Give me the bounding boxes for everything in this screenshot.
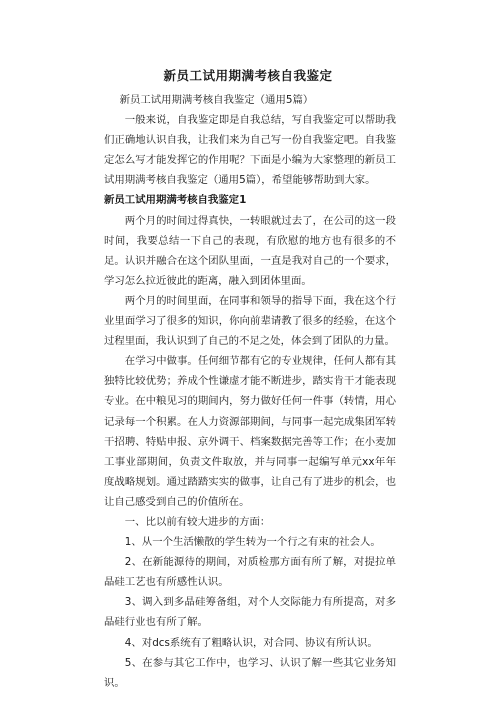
list-item: 5、在参与其它工作中，也学习、认识了解一些其它业务知识。 xyxy=(104,656,396,689)
list-heading: 一、比以前有较大进步的方面： xyxy=(124,515,271,528)
list-item: 1、从一个生活懒散的学生转为一个行之有束的社会人。 xyxy=(124,536,381,549)
intro-paragraph: 一般来说，自我鉴定即是自我总结，写自我鉴定可以帮助我们正确地认识自我，让我们来为自己写一份自我鉴定吧。自我鉴定怎么写才能发挥它的作用呢？下面是小编为大家整理的新员工试用期满考核自我鉴定（通用5篇），希望能够帮助到大家。 xyxy=(104,114,396,187)
body-paragraph: 两个月的时间里面，在同事和领导的指导下面，我在这个行业里面学习了很多的知识，你向前辈请教了很多的经验，在这个过程里面，我认识到了自己的不足之处，体会到了团队的力量。 xyxy=(104,294,396,348)
list-item: 4、对dcs系统有了粗略认识，对合同、协议有所认识。 xyxy=(124,636,378,649)
document-body xyxy=(104,90,396,693)
list-item: 2、在新能源待的期间，对质检那方面有所了解，对提拉单晶硅工艺也有所感性认识。 xyxy=(104,556,396,589)
section-heading: 新员工试用期满考核自我鉴定1 xyxy=(104,194,247,207)
list-item: 3、调入到多晶硅筹备组，对个人交际能力有所提高，对多晶硅行业也有所了解。 xyxy=(104,596,396,629)
body-paragraph: 在学习中做事。任何细节都有它的专业规律，任何人都有其独特比较优势；养成个性谦虚才能不断进步，踏实肯干才能表现专业。在中粮见习的期间内，努力做好任何一件事（转情，用心记录每一个积累。在人力资源部期间，与同事一起完成集团军转干招聘、特贴申报、京外调干、档案数据完善等工作；在小麦加工事业部期间，负责文件取放，并与同事一起编写单元xx年年度战略规划。通过踏踏实实的做事，让自己有了进步的机会，也让自己感受到自己的价值所在。 xyxy=(104,355,396,508)
document-subtitle: 新员工试用期满考核自我鉴定（通用5篇） xyxy=(119,94,314,106)
document-title: 新员工试用期满考核自我鉴定 xyxy=(163,68,333,83)
body-paragraph: 两个月的时间过得真快，一转眼就过去了，在公司的这一段时间，我要总结一下自己的表现，有欣慰的地方也有很多的不足。认识并融合在这个团队里面，一直是我对自己的一个要求，学习怎么拉近彼此的距离，融入到团体里面。 xyxy=(104,214,396,287)
